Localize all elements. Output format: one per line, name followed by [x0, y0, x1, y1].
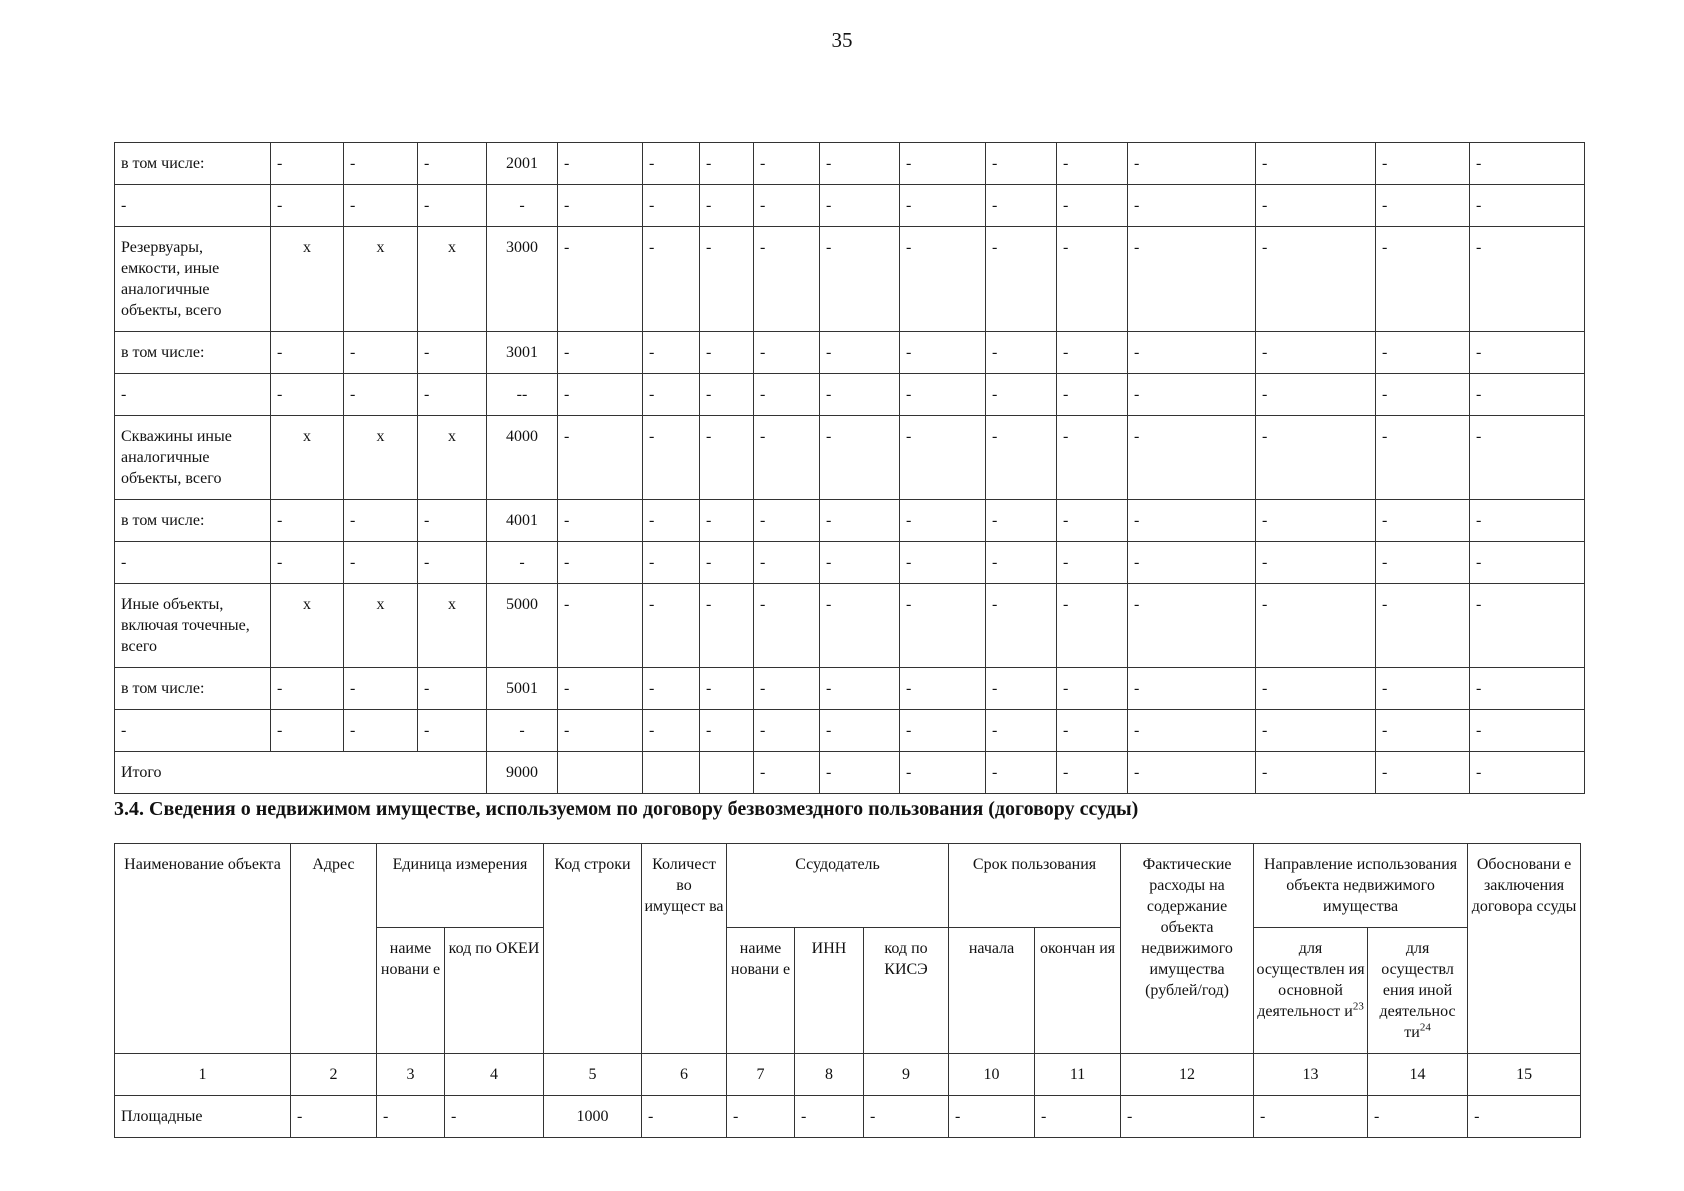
table-cell: 4001 [487, 500, 558, 542]
column-number-cell: 7 [727, 1054, 795, 1096]
column-number-cell: 9 [864, 1054, 949, 1096]
table-cell: - [418, 374, 487, 416]
table-cell: 3000 [487, 227, 558, 332]
table-cell: х [271, 584, 344, 668]
table-cell: - [820, 332, 900, 374]
table-cell: - [1057, 542, 1128, 584]
table-cell: - [1376, 143, 1470, 185]
table-cell: - [1256, 710, 1376, 752]
row-label-cell: - [115, 374, 271, 416]
header-name: Наименование объекта [115, 844, 291, 1054]
table-cell: - [1057, 227, 1128, 332]
column-number-cell: 6 [642, 1054, 727, 1096]
table-cell: - [643, 668, 700, 710]
table-cell: х [344, 227, 418, 332]
table-cell: - [1035, 1096, 1121, 1138]
table-cell: 3001 [487, 332, 558, 374]
header-term: Срок пользования [949, 844, 1121, 928]
table-cell: - [643, 227, 700, 332]
column-number-cell: 3 [377, 1054, 445, 1096]
table-row [115, 332, 1585, 374]
table-cell: - [820, 542, 900, 584]
table-cell: - [820, 584, 900, 668]
table-cell: х [418, 584, 487, 668]
table-row [115, 1096, 1581, 1138]
table-cell: - [986, 374, 1057, 416]
column-number-cell: 15 [1468, 1054, 1581, 1096]
table-cell: - [754, 710, 820, 752]
table-cell: - [820, 143, 900, 185]
column-number-cell: 11 [1035, 1054, 1121, 1096]
table-cell: х [344, 584, 418, 668]
table-cell: - [754, 374, 820, 416]
header-basis: Обосновани е заключения договора ссуды [1468, 844, 1581, 1054]
section-heading: 3.4. Сведения о недвижимом имуществе, используемом по договору безвозмездного пользования (договору ссуды) [114, 798, 1139, 820]
total-row [115, 752, 1585, 794]
table-row [115, 668, 1585, 710]
table-cell: - [1256, 542, 1376, 584]
table-cell [700, 752, 754, 794]
table-cell: - [1470, 668, 1585, 710]
table-cell: - [418, 185, 487, 227]
column-number-cell: 1 [115, 1054, 291, 1096]
table-cell: - [1376, 416, 1470, 500]
table-cell: - [643, 332, 700, 374]
table-cell: 1000 [544, 1096, 642, 1138]
table-cell: х [271, 416, 344, 500]
table-cell: - [820, 227, 900, 332]
table-cell: - [643, 710, 700, 752]
table-cell: - [900, 752, 986, 794]
table-cell [558, 752, 643, 794]
table-cell: - [271, 668, 344, 710]
table-cell: - [820, 500, 900, 542]
column-number-cell: 2 [291, 1054, 377, 1096]
table-cell: - [754, 227, 820, 332]
header-direction-main-text: для осуществлен ия основной деятельност и [1256, 940, 1365, 1020]
table-cell: х [271, 227, 344, 332]
table-row [115, 500, 1585, 542]
table-cell: - [754, 542, 820, 584]
header-unit-okei: код по ОКЕИ [445, 928, 544, 1054]
total-label-cell: Итого [115, 752, 487, 794]
table-cell: - [820, 374, 900, 416]
table-cell: - [700, 143, 754, 185]
table-cell: - [986, 752, 1057, 794]
table-cell: - [1128, 668, 1256, 710]
table-cell: х [344, 416, 418, 500]
table-cell: - [1256, 143, 1376, 185]
table-cell: - [700, 500, 754, 542]
table-row [115, 143, 1585, 185]
table-cell: - [344, 668, 418, 710]
table-cell: - [1376, 542, 1470, 584]
table-cell: - [1256, 332, 1376, 374]
table-cell: - [344, 374, 418, 416]
footnote-23: 23 [1352, 1000, 1364, 1013]
table-cell: - [986, 584, 1057, 668]
table-cell: - [700, 710, 754, 752]
table-cell: - [418, 710, 487, 752]
table-cell: - [727, 1096, 795, 1138]
table-cell: - [1368, 1096, 1468, 1138]
table-cell: - [558, 668, 643, 710]
column-number-row [115, 1054, 1581, 1096]
table-cell: - [754, 752, 820, 794]
table-cell: - [487, 542, 558, 584]
table-cell: - [700, 374, 754, 416]
footnote-24: 24 [1419, 1021, 1431, 1034]
table-cell: - [986, 332, 1057, 374]
table-row [115, 416, 1585, 500]
table-cell: - [900, 332, 986, 374]
table-cell: - [820, 752, 900, 794]
table-cell: - [1057, 374, 1128, 416]
table-cell: - [643, 416, 700, 500]
table-cell: - [1470, 542, 1585, 584]
header-quantity: Количест во имущест ва [642, 844, 727, 1054]
table-cell: - [558, 374, 643, 416]
table-cell: - [643, 185, 700, 227]
table-cell: - [864, 1096, 949, 1138]
table-cell: - [1256, 374, 1376, 416]
table-cell: - [1470, 500, 1585, 542]
table-cell: 5001 [487, 668, 558, 710]
table-cell: - [271, 374, 344, 416]
row-label-cell: Скважины иные аналогичные объекты, всего [115, 416, 271, 500]
table-cell: - [900, 185, 986, 227]
table-cell: - [1057, 143, 1128, 185]
table-cell: - [900, 542, 986, 584]
table-top-body [115, 143, 1585, 794]
gratuitous-use-property-table [114, 843, 1581, 1138]
row-label-cell: - [115, 710, 271, 752]
column-number-cell: 4 [445, 1054, 544, 1096]
table-cell: - [1057, 416, 1128, 500]
table-cell: - [558, 710, 643, 752]
table-cell: - [271, 143, 344, 185]
table-cell: - [754, 332, 820, 374]
column-number-cell: 8 [795, 1054, 864, 1096]
table-cell: - [986, 185, 1057, 227]
table-cell: - [487, 710, 558, 752]
page-number: 35 [831, 28, 853, 52]
table-cell: - [1128, 752, 1256, 794]
table-cell: - [1256, 185, 1376, 227]
table-cell: - [344, 500, 418, 542]
table-cell: х [418, 227, 487, 332]
table-cell: - [754, 584, 820, 668]
table-cell: - [418, 332, 487, 374]
table-cell: - [1376, 332, 1470, 374]
table-cell: - [558, 542, 643, 584]
table-cell: - [1254, 1096, 1368, 1138]
column-number-cell: 12 [1121, 1054, 1254, 1096]
header-lender-name: наиме новани е [727, 928, 795, 1054]
header-unit-name: наиме новани е [377, 928, 445, 1054]
table-row [115, 185, 1585, 227]
row-label-cell: в том числе: [115, 143, 271, 185]
table-cell: - [754, 500, 820, 542]
table-cell: - [986, 542, 1057, 584]
row-label-cell: - [115, 185, 271, 227]
table-cell: - [754, 185, 820, 227]
table-cell: - [986, 668, 1057, 710]
header-term-start: начала [949, 928, 1035, 1054]
table-row [115, 374, 1585, 416]
table-cell: - [1470, 143, 1585, 185]
table-cell: 2001 [487, 143, 558, 185]
table-cell: - [900, 668, 986, 710]
table-cell: - [1256, 668, 1376, 710]
table-cell: - [986, 227, 1057, 332]
table-cell: - [900, 374, 986, 416]
table-cell: - [271, 185, 344, 227]
header-unit: Единица измерения [377, 844, 544, 928]
table-cell: х [418, 416, 487, 500]
table-bottom-body [115, 1054, 1581, 1138]
table-cell: - [1128, 584, 1256, 668]
header-lender: Ссудодатель [727, 844, 949, 928]
table-cell: - [1376, 227, 1470, 332]
table-cell: - [558, 227, 643, 332]
table-cell: - [558, 185, 643, 227]
table-cell: - [1128, 542, 1256, 584]
table-row [115, 542, 1585, 584]
table-cell: - [1256, 752, 1376, 794]
table-cell: - [1470, 332, 1585, 374]
table-cell: - [986, 143, 1057, 185]
table-cell: - [1376, 710, 1470, 752]
total-code-cell: 9000 [487, 752, 558, 794]
table-cell: - [558, 143, 643, 185]
table-cell: - [900, 710, 986, 752]
table-cell: - [418, 500, 487, 542]
table-cell: 4000 [487, 416, 558, 500]
table-cell: - [1470, 752, 1585, 794]
table-cell: 5000 [487, 584, 558, 668]
table-cell: - [643, 584, 700, 668]
table-cell: - [1128, 500, 1256, 542]
table-cell: - [1057, 584, 1128, 668]
table-cell: - [1057, 710, 1128, 752]
table-cell: - [1256, 227, 1376, 332]
table-cell: - [418, 542, 487, 584]
row-label-cell: в том числе: [115, 500, 271, 542]
table-cell: - [754, 416, 820, 500]
table-cell: - [1376, 752, 1470, 794]
column-number-cell: 13 [1254, 1054, 1368, 1096]
table-cell: - [754, 143, 820, 185]
table-cell: - [558, 584, 643, 668]
table-cell: -- [487, 374, 558, 416]
table-cell: - [986, 416, 1057, 500]
table-cell: - [1128, 227, 1256, 332]
table-cell: - [643, 542, 700, 584]
table-cell: - [900, 500, 986, 542]
table-cell: - [377, 1096, 445, 1138]
column-number-cell: 10 [949, 1054, 1035, 1096]
row-label-cell: Иные объекты, включая точечные, всего [115, 584, 271, 668]
table-cell: - [1128, 710, 1256, 752]
header-direction-other-text: для осуществл ения иной деятельнос ти [1379, 940, 1456, 1041]
table-cell: - [344, 710, 418, 752]
table-cell: - [1470, 710, 1585, 752]
table-cell: - [1057, 500, 1128, 542]
table-cell: - [900, 227, 986, 332]
table-cell: - [1121, 1096, 1254, 1138]
table-cell: - [1468, 1096, 1581, 1138]
table-cell: - [1057, 668, 1128, 710]
table-cell: - [445, 1096, 544, 1138]
header-expenses: Фактические расходы на содержание объекта недвижимого имущества (рублей/год) [1121, 844, 1254, 1054]
table-row [115, 710, 1585, 752]
table-row [115, 227, 1585, 332]
row-label-cell: Площадные [115, 1096, 291, 1138]
table-cell: - [558, 500, 643, 542]
header-lender-inn: ИНН [795, 928, 864, 1054]
row-label-cell: - [115, 542, 271, 584]
table-cell: - [986, 710, 1057, 752]
table-cell: - [1376, 500, 1470, 542]
table-cell: - [700, 416, 754, 500]
header-direction-other [1368, 928, 1468, 1054]
table-cell: - [820, 185, 900, 227]
table-cell: - [1376, 668, 1470, 710]
table-cell: - [1057, 332, 1128, 374]
table-cell: - [1128, 374, 1256, 416]
table-cell: - [900, 584, 986, 668]
table-cell: - [1376, 185, 1470, 227]
table-cell: - [1470, 185, 1585, 227]
table-cell: - [795, 1096, 864, 1138]
table-cell: - [344, 542, 418, 584]
table-cell: - [820, 710, 900, 752]
table-cell: - [700, 584, 754, 668]
table-cell: - [643, 374, 700, 416]
table-cell [643, 752, 700, 794]
table-cell: - [1256, 416, 1376, 500]
header-lender-kise: код по КИСЭ [864, 928, 949, 1054]
header-row-code: Код строки [544, 844, 642, 1054]
table-cell: - [271, 332, 344, 374]
table-cell: - [344, 143, 418, 185]
row-label-cell: Резервуары, емкости, иные аналогичные объекты, всего [115, 227, 271, 332]
table-cell: - [1128, 416, 1256, 500]
table-cell: - [1470, 416, 1585, 500]
table-cell: - [558, 332, 643, 374]
table-cell: - [900, 416, 986, 500]
row-label-cell: в том числе: [115, 668, 271, 710]
table-cell: - [1376, 584, 1470, 668]
table-cell: - [700, 185, 754, 227]
row-label-cell: в том числе: [115, 332, 271, 374]
table-cell: - [1128, 143, 1256, 185]
header-term-end: окончан ия [1035, 928, 1121, 1054]
header-direction: Направление использования объекта недвижимого имущества [1254, 844, 1468, 928]
table-cell: - [418, 143, 487, 185]
table-cell: - [1057, 185, 1128, 227]
table-cell: - [642, 1096, 727, 1138]
table-cell: - [820, 416, 900, 500]
table-cell: - [291, 1096, 377, 1138]
table-cell: - [700, 668, 754, 710]
header-direction-main [1254, 928, 1368, 1054]
table-cell: - [1256, 584, 1376, 668]
table-cell: - [700, 332, 754, 374]
table-cell: - [900, 143, 986, 185]
table-cell: - [820, 668, 900, 710]
table-cell: - [344, 185, 418, 227]
table-cell: - [754, 668, 820, 710]
table-cell: - [271, 710, 344, 752]
table-cell: - [271, 542, 344, 584]
column-number-cell: 5 [544, 1054, 642, 1096]
table-cell: - [1256, 500, 1376, 542]
table-cell: - [1470, 374, 1585, 416]
table-cell: - [1128, 332, 1256, 374]
table-cell: - [344, 332, 418, 374]
table-cell: - [1470, 584, 1585, 668]
table-cell: - [487, 185, 558, 227]
table-cell: - [949, 1096, 1035, 1138]
table-cell: - [558, 416, 643, 500]
table-cell: - [643, 143, 700, 185]
table-cell: - [986, 500, 1057, 542]
table-cell: - [643, 500, 700, 542]
table-cell: - [1470, 227, 1585, 332]
table-cell: - [418, 668, 487, 710]
table-cell: - [271, 500, 344, 542]
table-row [115, 584, 1585, 668]
table-cell: - [700, 227, 754, 332]
table-cell: - [1376, 374, 1470, 416]
table-cell: - [1128, 185, 1256, 227]
property-table-continued [114, 142, 1585, 794]
table-cell: - [1057, 752, 1128, 794]
header-address: Адрес [291, 844, 377, 1054]
table-cell: - [700, 542, 754, 584]
column-number-cell: 14 [1368, 1054, 1468, 1096]
